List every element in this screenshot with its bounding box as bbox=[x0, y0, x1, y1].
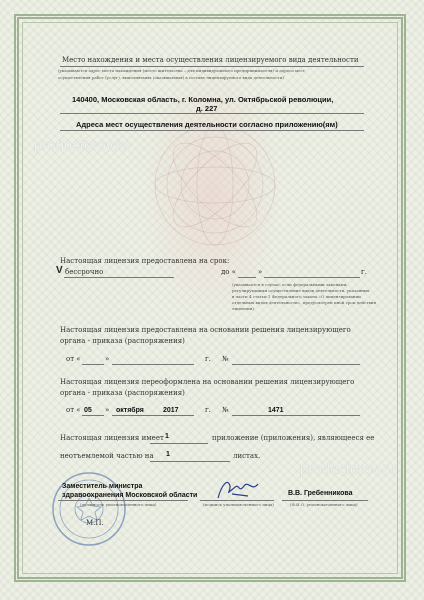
place-title: Место нахождения и места осуществления лицензируемого вида деятельности bbox=[62, 56, 359, 64]
address-line-2: д. 227 bbox=[196, 104, 218, 113]
term-until-suffix: г. bbox=[361, 268, 367, 276]
appendix-sheets: 1 bbox=[166, 451, 170, 458]
appendix-part-prefix: неотъемлемой частью на bbox=[60, 452, 154, 460]
term-hint-3: в части 4 статьи 1 Федерального закона «О лицензировании bbox=[232, 294, 361, 299]
term-hint-2: регулирующими осуществление видов деятельности, указанных bbox=[232, 288, 370, 293]
signatory-role-1: Заместитель министра bbox=[62, 483, 143, 490]
basis-number-sign: № bbox=[222, 355, 229, 363]
place-hint-2: осуществления работ (услуг), выполняемых (оказываемых) в составе лицензируемого вида деятельности) bbox=[58, 75, 284, 80]
term-hint-5: лицензии) bbox=[232, 306, 254, 311]
rosette-ornament-icon bbox=[150, 120, 280, 250]
signatory-name: В.В. Гребенникова bbox=[288, 490, 353, 497]
term-until-quote: » bbox=[258, 268, 263, 276]
basis-from: от « bbox=[66, 355, 81, 363]
reissue-year: 2017 bbox=[163, 407, 179, 414]
term-indefinite: бессрочно bbox=[65, 268, 104, 276]
term-checkmark: V bbox=[56, 265, 63, 276]
reissue-quote: » bbox=[105, 406, 110, 414]
watermark-2: prodoctorov.ru bbox=[300, 461, 396, 478]
term-label: Настоящая лицензия предоставлена на срок: bbox=[60, 257, 230, 265]
reissue-line-1: Настоящая лицензия переоформлена на основании решения лицензирующего bbox=[60, 378, 355, 386]
signatory-name-hint: (Ф.И.О. уполномоченного лица) bbox=[290, 502, 358, 507]
reissue-from: от « bbox=[66, 406, 81, 414]
reissue-number: 1471 bbox=[268, 407, 284, 414]
reissue-year-suffix: г. bbox=[205, 406, 211, 414]
term-hint-1: (указывается в случае, если федеральными законами, bbox=[232, 282, 348, 287]
signatory-role-hint: (должность уполномоченного лица) bbox=[80, 502, 157, 507]
reissue-line-2: органа - приказа (распоряжения) bbox=[60, 389, 185, 397]
seal-place-mark: М.П. bbox=[86, 519, 104, 527]
signatory-role-2: здравоохранения Московской области bbox=[62, 492, 198, 499]
place-hint-1: (указываются адрес места нахождения (место жительства – для индивидуального предпринимателя) и адреса мест bbox=[58, 68, 305, 73]
appendix-has-prefix: Настоящая лицензия имеет bbox=[60, 434, 164, 442]
watermark-1: prodoctorov.ru bbox=[34, 137, 130, 154]
reissue-month: октября bbox=[116, 407, 144, 414]
term-hint-4: отдельных видов деятельности», предусмотрен иной срок действия bbox=[232, 300, 376, 305]
address-line-1: 140400, Московская область, г. Коломна, ул. Октябрьской революции, bbox=[72, 95, 334, 104]
appendix-count: 1 bbox=[165, 433, 169, 440]
term-until-prefix: до « bbox=[221, 268, 237, 276]
reissue-number-sign: № bbox=[222, 406, 229, 414]
basis-year-suffix: г. bbox=[205, 355, 211, 363]
appendix-has-suffix: приложение (приложения), являющееся ее bbox=[212, 434, 375, 442]
basis-line-1: Настоящая лицензия предоставлена на основании решения лицензирующего bbox=[60, 326, 351, 334]
basis-quote: » bbox=[105, 355, 110, 363]
basis-line-2: органа - приказа (распоряжения) bbox=[60, 337, 185, 345]
appendix-address-note: Адреса мест осуществления деятельности согласно приложению(ям) bbox=[76, 120, 338, 129]
signature-hint: (подпись уполномоченного лица) bbox=[203, 502, 274, 507]
official-seal-icon bbox=[50, 470, 128, 548]
reissue-day: 05 bbox=[84, 407, 92, 414]
appendix-part-suffix: листах. bbox=[233, 452, 261, 460]
